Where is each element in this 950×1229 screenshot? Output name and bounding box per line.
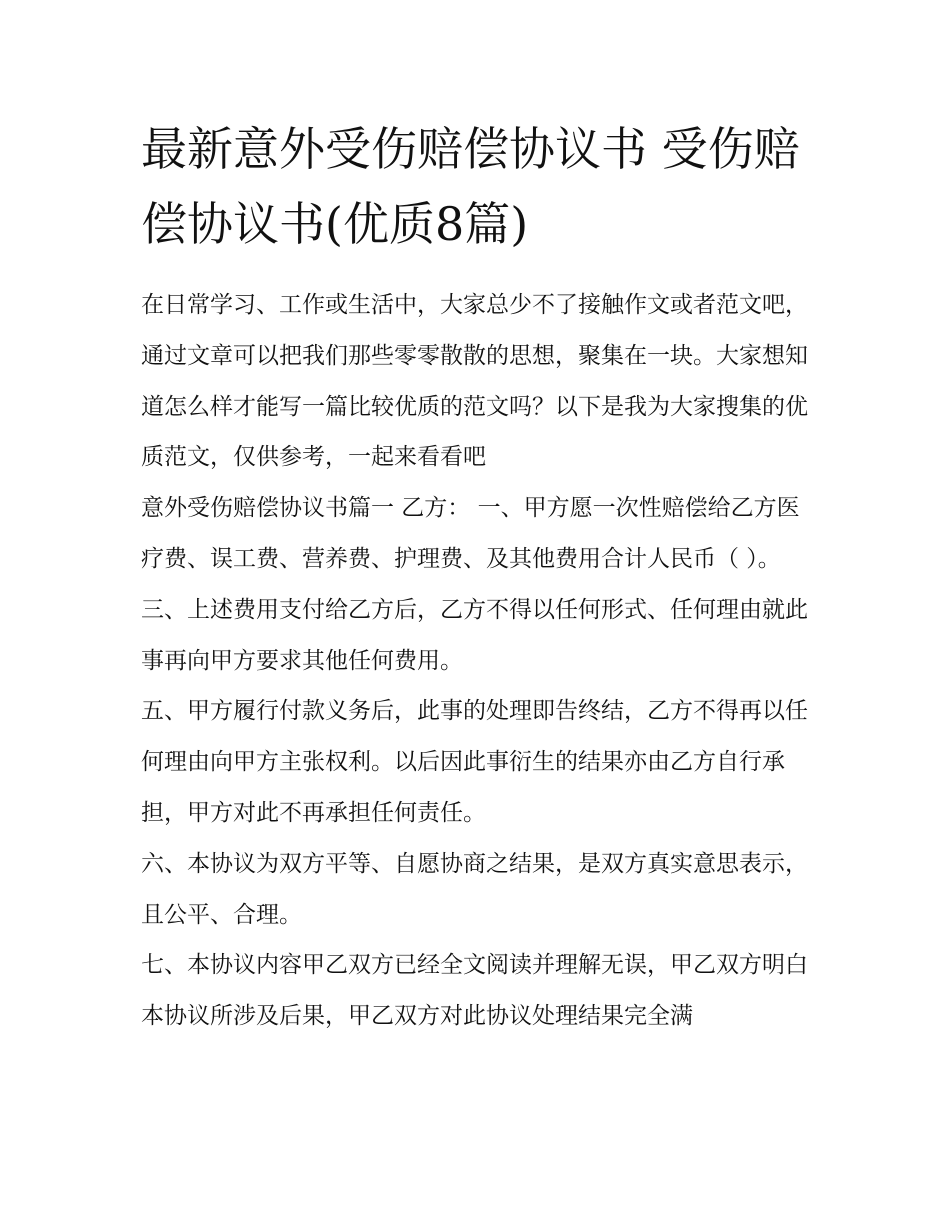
clause-five-paragraph: 五、甲方履行付款义务后，此事的处理即告终结，乙方不得再以任何理由向甲方主张权利。以后因此事衍生的结果亦由乙方自行承担，甲方对此不再承担任何责任。 [141, 698, 808, 826]
clause-three-paragraph: 三、上述费用支付给乙方后，乙方不得以任何形式、任何理由就此事再向甲方要求其他任何费用。 [141, 596, 808, 674]
document-page [141, 112, 813, 1042]
clause-six-paragraph: 六、本协议为双方平等、自愿协商之结果，是双方真实意思表示，且公平、合理。 [141, 850, 808, 928]
clause-seven-paragraph: 七、本协议内容甲乙双方已经全文阅读并理解无误，甲乙双方明白本协议所涉及后果，甲乙双方对此协议处理结果完全满 [141, 952, 808, 1030]
document-title: 最新意外受伤赔偿协议书 受伤赔偿协议书(优质8篇) [141, 122, 800, 251]
section-one-paragraph: 意外受伤赔偿协议书篇一 乙方： 一、甲方愿一次性赔偿给乙方医疗费、误工费、营养费、护理费、及其他费用合计人民币（ ）。 [141, 495, 800, 572]
intro-paragraph: 在日常学习、工作或生活中，大家总少不了接触作文或者范文吧，通过文章可以把我们那些零零散散的思想，聚集在一块。大家想知道怎么样才能写一篇比较优质的范文吗？以下是我为大家搜集的优质范文，仅供参考，一起来看看吧 [141, 292, 808, 471]
